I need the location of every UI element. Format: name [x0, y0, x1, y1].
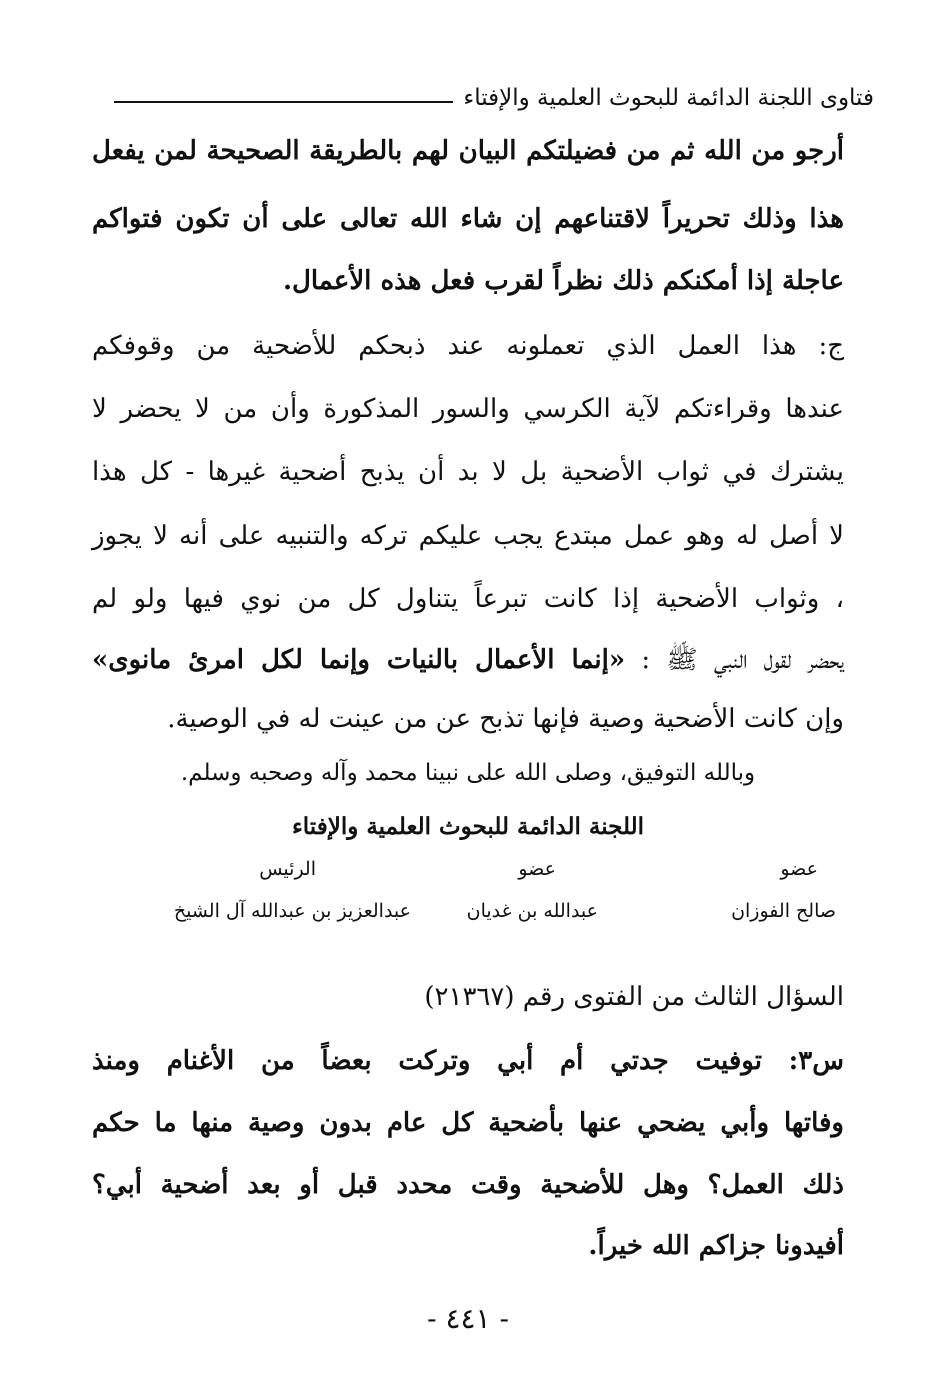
question-line-2: هذا وذلك تحريراً لاقتناعهم إن شاء الله تعالى على أن تكون فتواكم	[92, 204, 844, 234]
signatory-name-3: عبدالعزيز بن عبدالله آل الشيخ	[173, 900, 411, 922]
next-question-line-1: س٣: توفيت جدتي أم أبي وتركت بعضاً من الأغنام ومنذ	[92, 1046, 844, 1076]
signatory-role-2: عضو	[518, 858, 556, 880]
signatory-names	[116, 900, 836, 936]
answer-line-1: ج: هذا العمل الذي تعملونه عند ذبحكم للأضحية من وقوفكم	[92, 331, 844, 361]
signatory-name-2: عبدالله بن غديان	[466, 900, 598, 922]
signatory-role-1: عضو	[780, 858, 818, 880]
answer-end-line: وإن كانت الأضحية وصية فإنها تذبح عن من عينت له في الوصية.	[167, 704, 844, 734]
header-rule	[114, 101, 453, 103]
question-line-1: أرجو من الله ثم من فضيلتكم البيان لهم بالطريقة الصحيحة لمن يفعل	[92, 136, 844, 166]
closing-line: وبالله التوفيق، وصلى الله على نبينا محمد وآله وصحبه وسلم.	[180, 760, 756, 786]
answer-line-2: عندها وقراءتكم لآية الكرسي والسور المذكورة وأن من لا يحضر لا	[92, 394, 844, 424]
question-line-3: عاجلة إذا أمكنكم ذلك نظراً لقرب فعل هذه الأعمال.	[282, 266, 844, 296]
signatory-role-3: الرئيس	[259, 858, 316, 880]
committee-name: اللجنة الدائمة للبحوث العلمية والإفتاء	[291, 813, 645, 840]
next-question-line-3: ذلك العمل؟ وهل للأضحية وقت محدد قبل أو بعد أضحية أبي؟	[92, 1170, 844, 1200]
answer-line-4: لا أصل له وهو عمل مبتدع يجب عليكم تركه والتنبيه على أنه لا يجوز	[92, 521, 844, 551]
next-question-line-2: وفاتها وأبي يضحي عنها بأضحية كل عام بدون وصية منها ما حكم	[92, 1108, 844, 1138]
header-title: فتاوى اللجنة الدائمة للبحوث العلمية والإفتاء	[463, 85, 874, 111]
answer-line-3: يشترك في ثواب الأضحية بل لا بد أن يذبح أضحية غيرها - كل هذا	[92, 457, 844, 487]
signatory-roles	[116, 858, 836, 894]
hadith-line	[92, 647, 844, 673]
answer-line-5: ، وثواب الأضحية إذا كانت تبرعاً يتناول كل من نوي فيها ولو لم	[92, 584, 844, 614]
next-question-heading: السؤال الثالث من الفتوى رقم (٢١٣٦٧)	[424, 982, 844, 1012]
signatory-name-1: صالح الفوزان	[731, 900, 836, 922]
page-number: - ٤٤١ -	[427, 1302, 509, 1335]
next-question-line-4: أفيدونا جزاكم الله خيراً.	[588, 1231, 844, 1261]
hadith-quote: «إنما الأعمال بالنيات وإنما لكل امرئ مانوى»	[92, 645, 626, 675]
hadith-prefix: يحضر لقول النبي ﷺ :	[625, 645, 844, 675]
running-header	[114, 78, 874, 118]
